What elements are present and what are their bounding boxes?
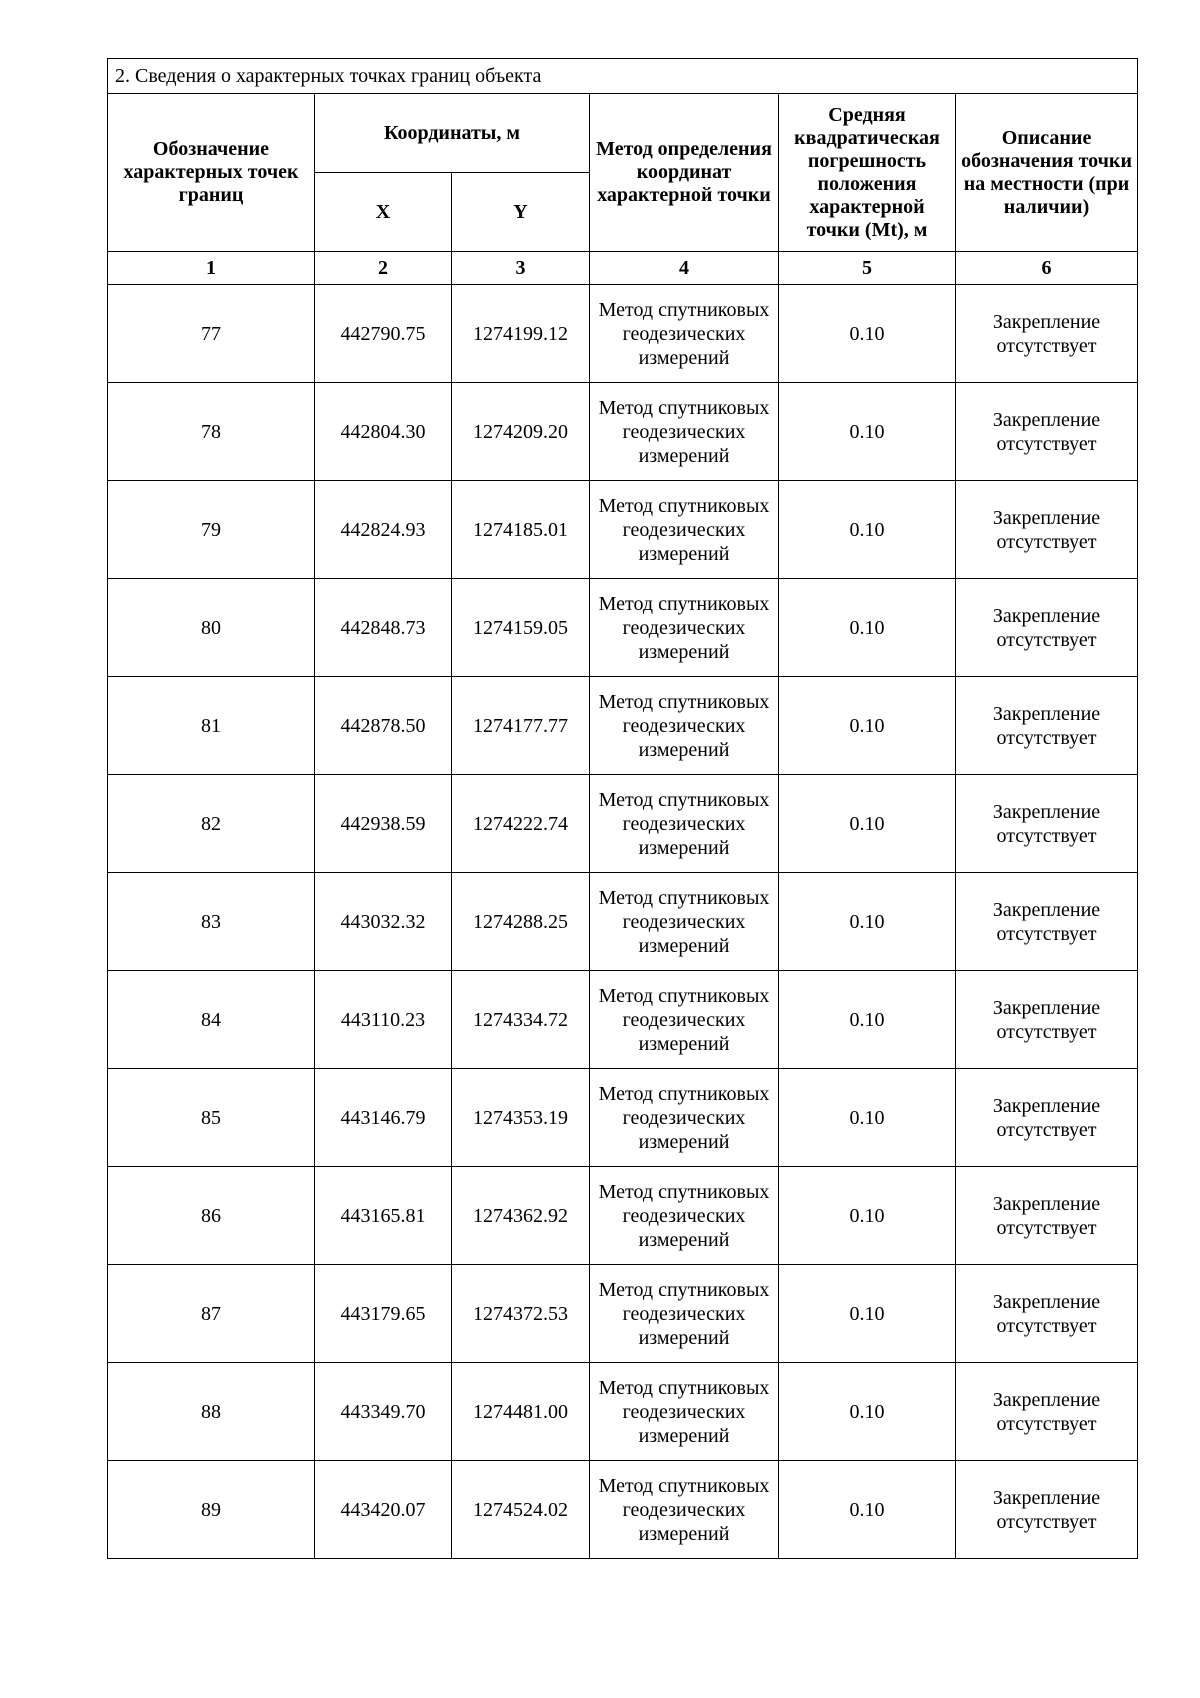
point-cell: 86	[108, 1167, 315, 1265]
error-cell: 0.10	[779, 873, 956, 971]
point-cell: 78	[108, 383, 315, 481]
header-error: Средняя квадратическая погрешность положения характерной точки (Mt), м	[779, 94, 956, 252]
table-row	[108, 971, 1138, 1069]
column-number-row	[108, 252, 1138, 285]
table-row	[108, 677, 1138, 775]
method-cell: Метод спутниковых геодезических измерений	[590, 579, 779, 677]
description-cell: Закрепление отсутствует	[956, 579, 1138, 677]
x-coordinate-cell: 443110.23	[315, 971, 452, 1069]
method-cell: Метод спутниковых геодезических измерений	[590, 873, 779, 971]
table-row	[108, 775, 1138, 873]
method-cell: Метод спутниковых геодезических измерений	[590, 1363, 779, 1461]
method-cell: Метод спутниковых геодезических измерений	[590, 1265, 779, 1363]
table-row	[108, 1363, 1138, 1461]
y-coordinate-cell: 1274524.02	[452, 1461, 590, 1559]
header-x: X	[315, 173, 452, 252]
header-designation: Обозначение характерных точек границ	[108, 94, 315, 252]
error-cell: 0.10	[779, 1363, 956, 1461]
y-coordinate-cell: 1274185.01	[452, 481, 590, 579]
y-coordinate-cell: 1274209.20	[452, 383, 590, 481]
point-cell: 88	[108, 1363, 315, 1461]
error-cell: 0.10	[779, 971, 956, 1069]
error-cell: 0.10	[779, 383, 956, 481]
method-cell: Метод спутниковых геодезических измерений	[590, 1069, 779, 1167]
error-cell: 0.10	[779, 1167, 956, 1265]
error-cell: 0.10	[779, 481, 956, 579]
x-coordinate-cell: 443349.70	[315, 1363, 452, 1461]
header-coordinates: Координаты, м	[315, 94, 590, 173]
y-coordinate-cell: 1274334.72	[452, 971, 590, 1069]
y-coordinate-cell: 1274159.05	[452, 579, 590, 677]
y-coordinate-cell: 1274199.12	[452, 285, 590, 383]
method-cell: Метод спутниковых геодезических измерений	[590, 775, 779, 873]
x-coordinate-cell: 442824.93	[315, 481, 452, 579]
point-cell: 85	[108, 1069, 315, 1167]
description-cell: Закрепление отсутствует	[956, 1461, 1138, 1559]
column-number: 6	[956, 252, 1138, 285]
method-cell: Метод спутниковых геодезических измерений	[590, 1461, 779, 1559]
point-cell: 81	[108, 677, 315, 775]
point-cell: 77	[108, 285, 315, 383]
x-coordinate-cell: 443146.79	[315, 1069, 452, 1167]
table-row	[108, 1069, 1138, 1167]
error-cell: 0.10	[779, 1265, 956, 1363]
column-number: 1	[108, 252, 315, 285]
table-row	[108, 285, 1138, 383]
y-coordinate-cell: 1274353.19	[452, 1069, 590, 1167]
y-coordinate-cell: 1274372.53	[452, 1265, 590, 1363]
error-cell: 0.10	[779, 1461, 956, 1559]
point-cell: 82	[108, 775, 315, 873]
description-cell: Закрепление отсутствует	[956, 1167, 1138, 1265]
x-coordinate-cell: 443179.65	[315, 1265, 452, 1363]
table-row	[108, 383, 1138, 481]
point-cell: 79	[108, 481, 315, 579]
column-number: 4	[590, 252, 779, 285]
point-cell: 87	[108, 1265, 315, 1363]
header-description: Описание обозначения точки на местности (при наличии)	[956, 94, 1138, 252]
section-title-row	[108, 59, 1138, 94]
y-coordinate-cell: 1274177.77	[452, 677, 590, 775]
method-cell: Метод спутниковых геодезических измерений	[590, 383, 779, 481]
description-cell: Закрепление отсутствует	[956, 775, 1138, 873]
description-cell: Закрепление отсутствует	[956, 1363, 1138, 1461]
table-row	[108, 1265, 1138, 1363]
error-cell: 0.10	[779, 775, 956, 873]
point-cell: 80	[108, 579, 315, 677]
column-number: 5	[779, 252, 956, 285]
table-row	[108, 579, 1138, 677]
table-row	[108, 481, 1138, 579]
header-method: Метод определения координат характерной точки	[590, 94, 779, 252]
x-coordinate-cell: 442790.75	[315, 285, 452, 383]
method-cell: Метод спутниковых геодезических измерений	[590, 285, 779, 383]
description-cell: Закрепление отсутствует	[956, 383, 1138, 481]
method-cell: Метод спутниковых геодезических измерений	[590, 677, 779, 775]
y-coordinate-cell: 1274481.00	[452, 1363, 590, 1461]
boundary-points-table	[107, 58, 1138, 1559]
y-coordinate-cell: 1274222.74	[452, 775, 590, 873]
description-cell: Закрепление отсутствует	[956, 1069, 1138, 1167]
column-number: 2	[315, 252, 452, 285]
method-cell: Метод спутниковых геодезических измерений	[590, 481, 779, 579]
method-cell: Метод спутниковых геодезических измерений	[590, 1167, 779, 1265]
table-row	[108, 1167, 1138, 1265]
x-coordinate-cell: 442938.59	[315, 775, 452, 873]
error-cell: 0.10	[779, 1069, 956, 1167]
description-cell: Закрепление отсутствует	[956, 1265, 1138, 1363]
x-coordinate-cell: 443032.32	[315, 873, 452, 971]
description-cell: Закрепление отсутствует	[956, 285, 1138, 383]
description-cell: Закрепление отсутствует	[956, 873, 1138, 971]
description-cell: Закрепление отсутствует	[956, 971, 1138, 1069]
x-coordinate-cell: 443420.07	[315, 1461, 452, 1559]
section-title: 2. Сведения о характерных точках границ объекта	[108, 59, 1138, 94]
x-coordinate-cell: 442878.50	[315, 677, 452, 775]
method-cell: Метод спутниковых геодезических измерений	[590, 971, 779, 1069]
column-number: 3	[452, 252, 590, 285]
header-y: Y	[452, 173, 590, 252]
x-coordinate-cell: 443165.81	[315, 1167, 452, 1265]
table-row	[108, 873, 1138, 971]
x-coordinate-cell: 442804.30	[315, 383, 452, 481]
error-cell: 0.10	[779, 285, 956, 383]
x-coordinate-cell: 442848.73	[315, 579, 452, 677]
y-coordinate-cell: 1274362.92	[452, 1167, 590, 1265]
point-cell: 89	[108, 1461, 315, 1559]
description-cell: Закрепление отсутствует	[956, 677, 1138, 775]
error-cell: 0.10	[779, 579, 956, 677]
y-coordinate-cell: 1274288.25	[452, 873, 590, 971]
description-cell: Закрепление отсутствует	[956, 481, 1138, 579]
header-row	[108, 94, 1138, 173]
error-cell: 0.10	[779, 677, 956, 775]
table-row	[108, 1461, 1138, 1559]
point-cell: 83	[108, 873, 315, 971]
point-cell: 84	[108, 971, 315, 1069]
